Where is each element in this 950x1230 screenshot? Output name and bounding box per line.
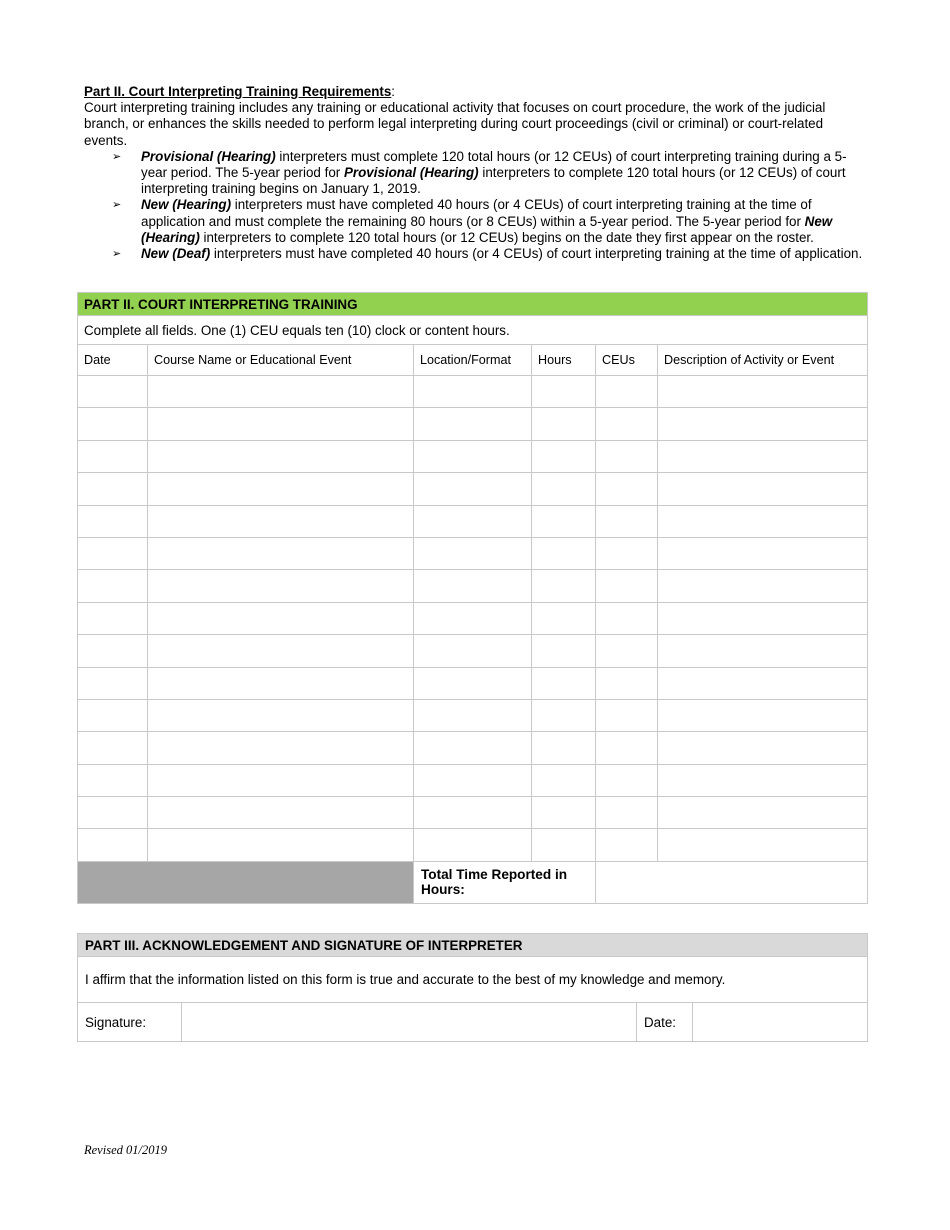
entry-course-field[interactable] xyxy=(148,537,414,569)
entry-location-field[interactable] xyxy=(414,505,532,537)
entry-ceus-field[interactable] xyxy=(596,732,658,764)
entry-location-field[interactable] xyxy=(414,473,532,505)
training-entry-row xyxy=(78,408,868,440)
entry-course-field[interactable] xyxy=(148,667,414,699)
training-column-headers xyxy=(78,345,868,376)
training-entry-row xyxy=(78,635,868,667)
date-field[interactable] xyxy=(693,1003,868,1042)
entry-ceus-field[interactable] xyxy=(596,829,658,861)
entry-location-field[interactable] xyxy=(414,667,532,699)
requirements-heading: Part II. Court Interpreting Training Requirements: xyxy=(84,84,396,99)
entry-description-field[interactable] xyxy=(658,667,868,699)
column-header-ceus: CEUs xyxy=(596,345,658,376)
entry-ceus-field[interactable] xyxy=(596,505,658,537)
entry-location-field[interactable] xyxy=(414,764,532,796)
entry-date-field[interactable] xyxy=(78,570,148,602)
entry-course-field[interactable] xyxy=(148,764,414,796)
entry-location-field[interactable] xyxy=(414,440,532,472)
entry-description-field[interactable] xyxy=(658,537,868,569)
entry-hours-field[interactable] xyxy=(532,473,596,505)
entry-location-field[interactable] xyxy=(414,537,532,569)
entry-description-field[interactable] xyxy=(658,408,868,440)
training-entry-row xyxy=(78,602,868,634)
entry-hours-field[interactable] xyxy=(532,667,596,699)
entry-hours-field[interactable] xyxy=(532,537,596,569)
entry-course-field[interactable] xyxy=(148,699,414,731)
entry-ceus-field[interactable] xyxy=(596,602,658,634)
training-table-note: Complete all fields. One (1) CEU equals ten (10) clock or content hours. xyxy=(78,316,868,345)
entry-location-field[interactable] xyxy=(414,699,532,731)
signature-field[interactable] xyxy=(182,1003,637,1042)
entry-date-field[interactable] xyxy=(78,699,148,731)
entry-description-field[interactable] xyxy=(658,732,868,764)
entry-date-field[interactable] xyxy=(78,667,148,699)
entry-description-field[interactable] xyxy=(658,764,868,796)
entry-hours-field[interactable] xyxy=(532,505,596,537)
entry-course-field[interactable] xyxy=(148,408,414,440)
entry-ceus-field[interactable] xyxy=(596,667,658,699)
entry-course-field[interactable] xyxy=(148,732,414,764)
entry-location-field[interactable] xyxy=(414,376,532,408)
entry-course-field[interactable] xyxy=(148,602,414,634)
entry-description-field[interactable] xyxy=(658,505,868,537)
training-entry-row xyxy=(78,667,868,699)
requirement-new-deaf: ➢ New (Deaf) interpreters must have completed 40 hours (or 4 CEUs) of court interpreting training at the time of application. xyxy=(112,246,863,262)
training-entry-row xyxy=(78,537,868,569)
entry-hours-field[interactable] xyxy=(532,376,596,408)
date-label: Date: xyxy=(637,1003,693,1042)
entry-ceus-field[interactable] xyxy=(596,440,658,472)
requirements-paragraph: Court interpreting training includes any training or educational activity that focuses on court procedure, the work of the judicial branch, or enhances the skills needed to perform legal interpreting during court proceedings (civil or criminal) or court-related events. xyxy=(84,100,826,148)
entry-description-field[interactable] xyxy=(658,376,868,408)
entry-course-field[interactable] xyxy=(148,505,414,537)
arrow-bullet-icon: ➢ xyxy=(112,150,122,163)
entry-date-field[interactable] xyxy=(78,537,148,569)
entry-location-field[interactable] xyxy=(414,408,532,440)
affirmation-text: I affirm that the information listed on this form is true and accurate to the best of my knowledge and memory. xyxy=(78,957,868,1003)
requirements-list xyxy=(84,149,869,262)
acknowledgement-title: PART III. ACKNOWLEDGEMENT AND SIGNATURE OF INTERPRETER xyxy=(78,934,868,957)
entry-date-field[interactable] xyxy=(78,408,148,440)
entry-course-field[interactable] xyxy=(148,473,414,505)
entry-date-field[interactable] xyxy=(78,505,148,537)
entry-ceus-field[interactable] xyxy=(596,473,658,505)
entry-date-field[interactable] xyxy=(78,473,148,505)
entry-hours-field[interactable] xyxy=(532,408,596,440)
entry-date-field[interactable] xyxy=(78,732,148,764)
total-shaded-cell xyxy=(78,861,414,903)
training-entry-row xyxy=(78,764,868,796)
requirements-section xyxy=(84,84,869,262)
entry-location-field[interactable] xyxy=(414,829,532,861)
column-header-description: Description of Activity or Event xyxy=(658,345,868,376)
entry-hours-field[interactable] xyxy=(532,829,596,861)
training-entry-row xyxy=(78,505,868,537)
entry-ceus-field[interactable] xyxy=(596,376,658,408)
entry-description-field[interactable] xyxy=(658,473,868,505)
arrow-bullet-icon: ➢ xyxy=(112,199,122,212)
entry-ceus-field[interactable] xyxy=(596,570,658,602)
arrow-bullet-icon: ➢ xyxy=(112,248,122,261)
entry-location-field[interactable] xyxy=(414,797,532,829)
entry-ceus-field[interactable] xyxy=(596,797,658,829)
entry-hours-field[interactable] xyxy=(532,635,596,667)
entry-date-field[interactable] xyxy=(78,440,148,472)
entry-description-field[interactable] xyxy=(658,570,868,602)
entry-course-field[interactable] xyxy=(148,376,414,408)
entry-ceus-field[interactable] xyxy=(596,635,658,667)
training-entry-row xyxy=(78,797,868,829)
total-time-field[interactable] xyxy=(596,861,868,903)
training-entry-row xyxy=(78,732,868,764)
entry-location-field[interactable] xyxy=(414,635,532,667)
training-entry-row xyxy=(78,699,868,731)
signature-label: Signature: xyxy=(78,1003,182,1042)
entry-hours-field[interactable] xyxy=(532,570,596,602)
entry-description-field[interactable] xyxy=(658,829,868,861)
training-entry-row xyxy=(78,440,868,472)
entry-description-field[interactable] xyxy=(658,635,868,667)
entry-description-field[interactable] xyxy=(658,699,868,731)
training-entry-row xyxy=(78,376,868,408)
entry-location-field[interactable] xyxy=(414,570,532,602)
entry-course-field[interactable] xyxy=(148,797,414,829)
requirement-new-hearing: ➢ New (Hearing) interpreters must have completed 40 hours (or 4 CEUs) of court interpreting training at the time of application and must complete the remaining 80 hours (or 8 CEUs) within a 5-year period. The 5-year period for New (Hearing) interpreters to complete 120 total hours (or 12 CEUs) begins on the date they first appear on the roster. xyxy=(112,197,833,245)
entry-date-field[interactable] xyxy=(78,376,148,408)
training-entry-row xyxy=(78,473,868,505)
requirement-provisional-hearing: ➢ Provisional (Hearing) interpreters must complete 120 total hours (or 12 CEUs) of court interpreting training during a 5-year period. The 5-year period for Provisional (Hearing) interpreters to complete 120 total hours (or 12 CEUs) of court interpreting training begins on January 1, 2019. xyxy=(112,148,847,197)
entry-description-field[interactable] xyxy=(658,602,868,634)
entry-description-field[interactable] xyxy=(658,440,868,472)
total-row xyxy=(78,861,868,903)
training-entry-row xyxy=(78,829,868,861)
entry-hours-field[interactable] xyxy=(532,797,596,829)
entry-ceus-field[interactable] xyxy=(596,699,658,731)
entry-hours-field[interactable] xyxy=(532,440,596,472)
entry-location-field[interactable] xyxy=(414,602,532,634)
entry-date-field[interactable] xyxy=(78,635,148,667)
column-header-course: Course Name or Educational Event xyxy=(148,345,414,376)
column-header-hours: Hours xyxy=(532,345,596,376)
entry-date-field[interactable] xyxy=(78,602,148,634)
entry-course-field[interactable] xyxy=(148,440,414,472)
entry-course-field[interactable] xyxy=(148,829,414,861)
training-table xyxy=(77,292,868,904)
entry-description-field[interactable] xyxy=(658,797,868,829)
revision-note: Revised 01/2019 xyxy=(84,1143,167,1157)
total-time-label: Total Time Reported in Hours: xyxy=(414,861,596,903)
entry-hours-field[interactable] xyxy=(532,732,596,764)
entry-date-field[interactable] xyxy=(78,797,148,829)
training-table-title: PART II. COURT INTERPRETING TRAINING xyxy=(78,293,868,316)
acknowledgement-table xyxy=(77,933,868,1042)
entry-ceus-field[interactable] xyxy=(596,764,658,796)
entry-hours-field[interactable] xyxy=(532,602,596,634)
column-header-location: Location/Format xyxy=(414,345,532,376)
entry-hours-field[interactable] xyxy=(532,764,596,796)
training-entry-row xyxy=(78,570,868,602)
entry-ceus-field[interactable] xyxy=(596,537,658,569)
entry-ceus-field[interactable] xyxy=(596,408,658,440)
entry-course-field[interactable] xyxy=(148,570,414,602)
entry-date-field[interactable] xyxy=(78,764,148,796)
entry-date-field[interactable] xyxy=(78,829,148,861)
entry-location-field[interactable] xyxy=(414,732,532,764)
entry-hours-field[interactable] xyxy=(532,699,596,731)
column-header-date: Date xyxy=(78,345,148,376)
entry-course-field[interactable] xyxy=(148,635,414,667)
